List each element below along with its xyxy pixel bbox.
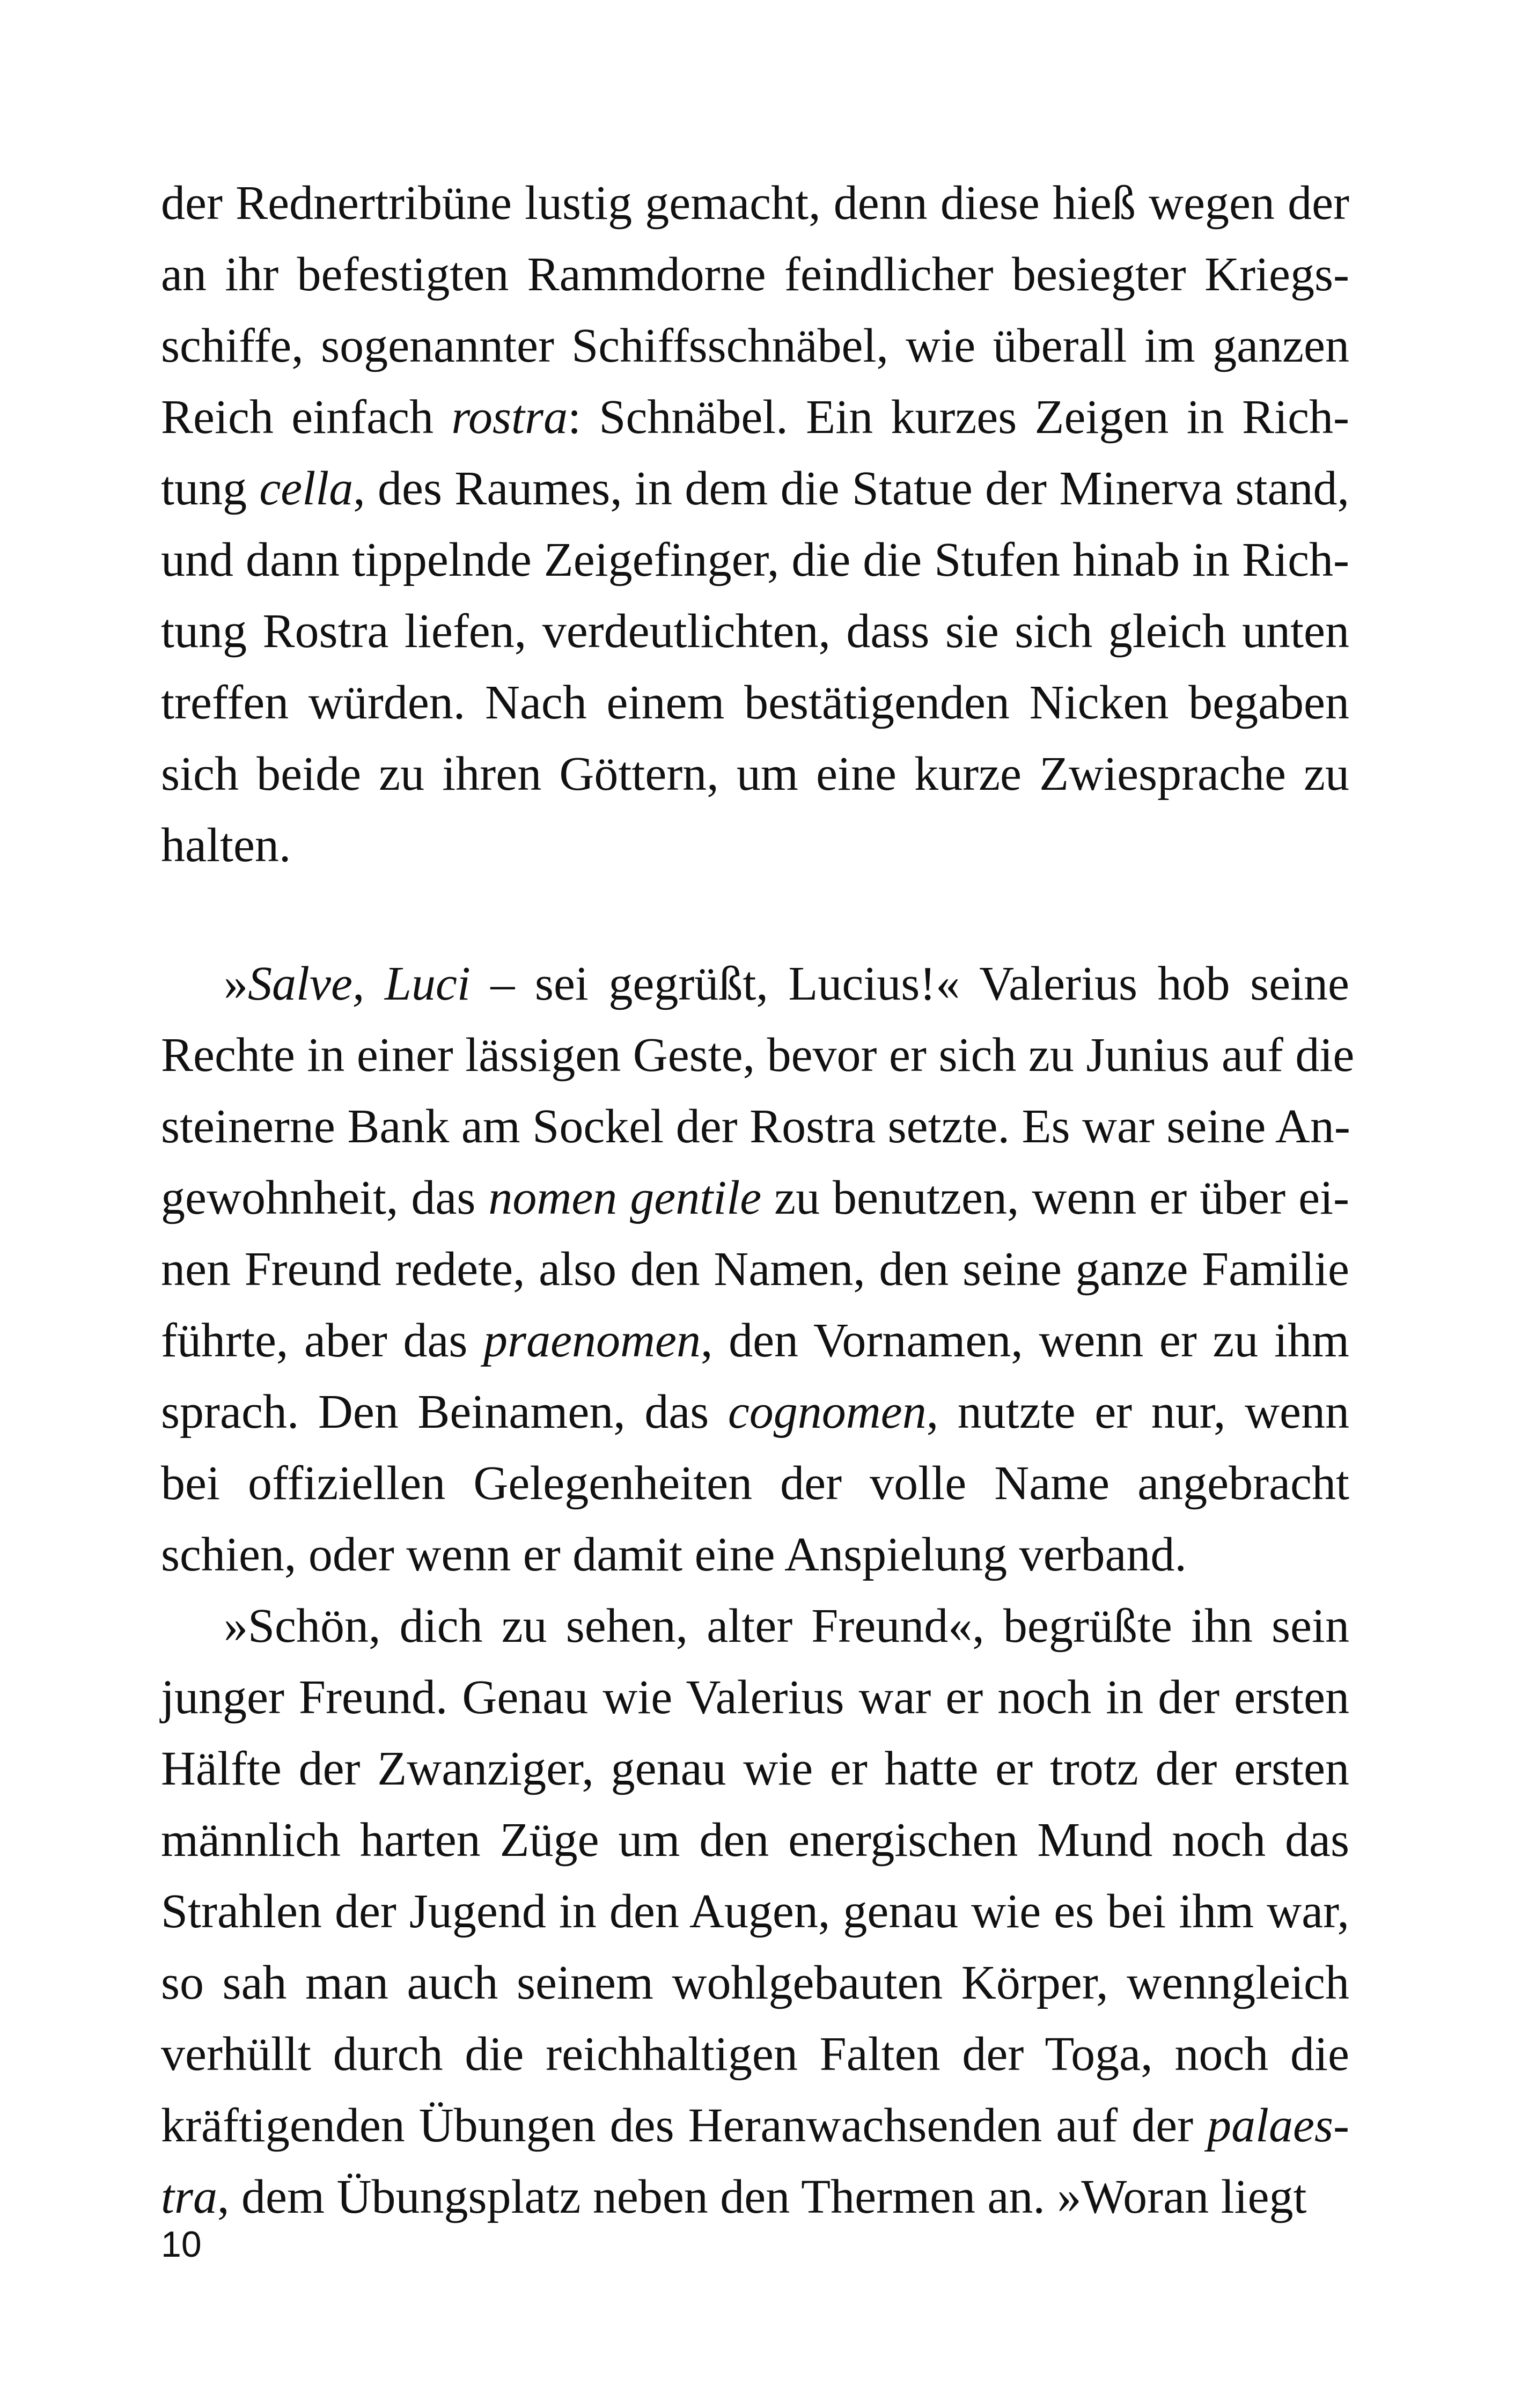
paragraph-3 xyxy=(161,1590,1349,2233)
text-run: , des Raumes, in dem die Statue der Minerva stand, xyxy=(353,462,1349,515)
text-line xyxy=(161,1804,1349,1876)
text-run: bei offiziellen Gelegenheiten der volle Name angebracht xyxy=(161,1457,1349,1510)
paragraph-1 xyxy=(161,167,1349,881)
text-line xyxy=(161,2018,1349,2090)
text-line xyxy=(161,310,1349,381)
text-line xyxy=(161,667,1349,738)
text-run: treffen würden. Nach einem bestätigenden Nicken begaben xyxy=(161,676,1349,729)
text-run: zu benutzen, wenn er über ei- xyxy=(761,1171,1349,1224)
book-page xyxy=(161,0,1355,2408)
text-run: tung Rostra liefen, verdeutlichten, dass sie sich gleich unten xyxy=(161,605,1349,658)
text-run: schien, oder wenn er damit eine Anspielung verband. xyxy=(161,1528,1187,1581)
text-run: : Schnäbel. Ein kurzes Zeigen in Rich- xyxy=(568,391,1349,444)
text-line xyxy=(161,2161,1349,2233)
text-run: sprach. Den Beinamen, das xyxy=(161,1385,728,1438)
text-run: führte, aber das xyxy=(161,1314,484,1367)
text-line xyxy=(161,453,1349,524)
text-run: , den Vornamen, wenn er zu ihm xyxy=(700,1314,1349,1367)
text-run: » xyxy=(224,957,248,1010)
italic-term: Salve, Luci xyxy=(248,957,471,1010)
italic-term: cella xyxy=(259,462,354,515)
text-run: , nutzte er nur, wenn xyxy=(926,1385,1349,1438)
text-line xyxy=(161,1305,1349,1376)
page-number: 10 xyxy=(161,2224,202,2265)
text-run: nen Freund redete, also den Namen, den seine ganze Familie xyxy=(161,1243,1349,1296)
text-line xyxy=(161,1662,1349,1733)
text-line xyxy=(161,167,1349,239)
italic-term: rostra xyxy=(451,391,568,444)
italic-term: praenomen xyxy=(483,1314,701,1367)
text-line xyxy=(161,1234,1349,1305)
text-line xyxy=(161,1590,1349,1662)
text-run: Reich einfach xyxy=(161,391,452,444)
italic-term: palaes- xyxy=(1207,2099,1349,2152)
text-run: Hälfte der Zwanziger, genau wie er hatte er trotz der ersten xyxy=(161,1742,1349,1795)
text-line xyxy=(161,524,1349,596)
italic-term: cognomen xyxy=(728,1385,927,1438)
text-line xyxy=(161,1519,1349,1590)
text-run: der Rednertribüne lustig gemacht, denn diese hieß wegen der xyxy=(161,177,1349,230)
text-run: »Schön, dich zu sehen, alter Freund«, begrüßte ihn sein xyxy=(224,1599,1349,1653)
text-line xyxy=(161,810,1349,881)
text-run: gewohnheit, das xyxy=(161,1171,489,1224)
text-line xyxy=(161,1947,1349,2018)
text-run: verhüllt durch die reichhaltigen Falten der Toga, noch die xyxy=(161,2028,1349,2081)
text-run: sich beide zu ihren Göttern, um eine kurze Zwiesprache zu xyxy=(161,747,1349,801)
text-run: schiffe, sogenannter Schiffsschnäbel, wie überall im ganzen xyxy=(161,319,1349,372)
text-line xyxy=(161,2090,1349,2161)
paragraph-2 xyxy=(161,948,1355,1590)
text-run: an ihr befestigten Rammdorne feindlicher besiegter Kriegs- xyxy=(161,248,1349,301)
text-run: halten. xyxy=(161,819,291,872)
text-line xyxy=(161,1091,1349,1162)
text-run: so sah man auch seinem wohlgebauten Körper, wenngleich xyxy=(161,1956,1349,2009)
italic-term: nomen gentile xyxy=(488,1171,762,1224)
text-line xyxy=(161,1448,1349,1519)
text-line xyxy=(161,239,1349,310)
text-run: junger Freund. Genau wie Valerius war er noch in der ersten xyxy=(161,1671,1349,1724)
text-line xyxy=(161,1019,1355,1091)
text-run: Strahlen der Jugend in den Augen, genau wie es bei ihm war, xyxy=(161,1885,1349,1938)
text-run: männlich harten Züge um den energischen Mund noch das xyxy=(161,1814,1349,1867)
text-line xyxy=(161,1162,1349,1234)
text-line xyxy=(161,381,1349,453)
text-line xyxy=(161,1876,1349,1947)
text-line xyxy=(161,1733,1349,1804)
text-line xyxy=(161,596,1349,667)
text-run: steinerne Bank am Sockel der Rostra setzte. Es war seine An- xyxy=(161,1100,1350,1153)
text-run: – sei gegrüßt, Lucius!« Valerius hob seine xyxy=(470,957,1349,1010)
text-run: und dann tippelnde Zeigefinger, die die Stufen hinab in Rich- xyxy=(161,533,1349,586)
text-line xyxy=(161,1376,1349,1448)
text-run: Rechte in einer lässigen Geste, bevor er sich zu Junius auf die xyxy=(161,1029,1355,1082)
text-line xyxy=(161,948,1349,1019)
text-run: tung xyxy=(161,462,260,515)
italic-term: tra xyxy=(161,2170,218,2223)
text-run: kräftigenden Übungen des Heranwachsenden auf der xyxy=(161,2099,1208,2152)
text-run: , dem Übungsplatz neben den Thermen an. »Woran liegt xyxy=(217,2170,1307,2223)
text-line xyxy=(161,738,1349,810)
